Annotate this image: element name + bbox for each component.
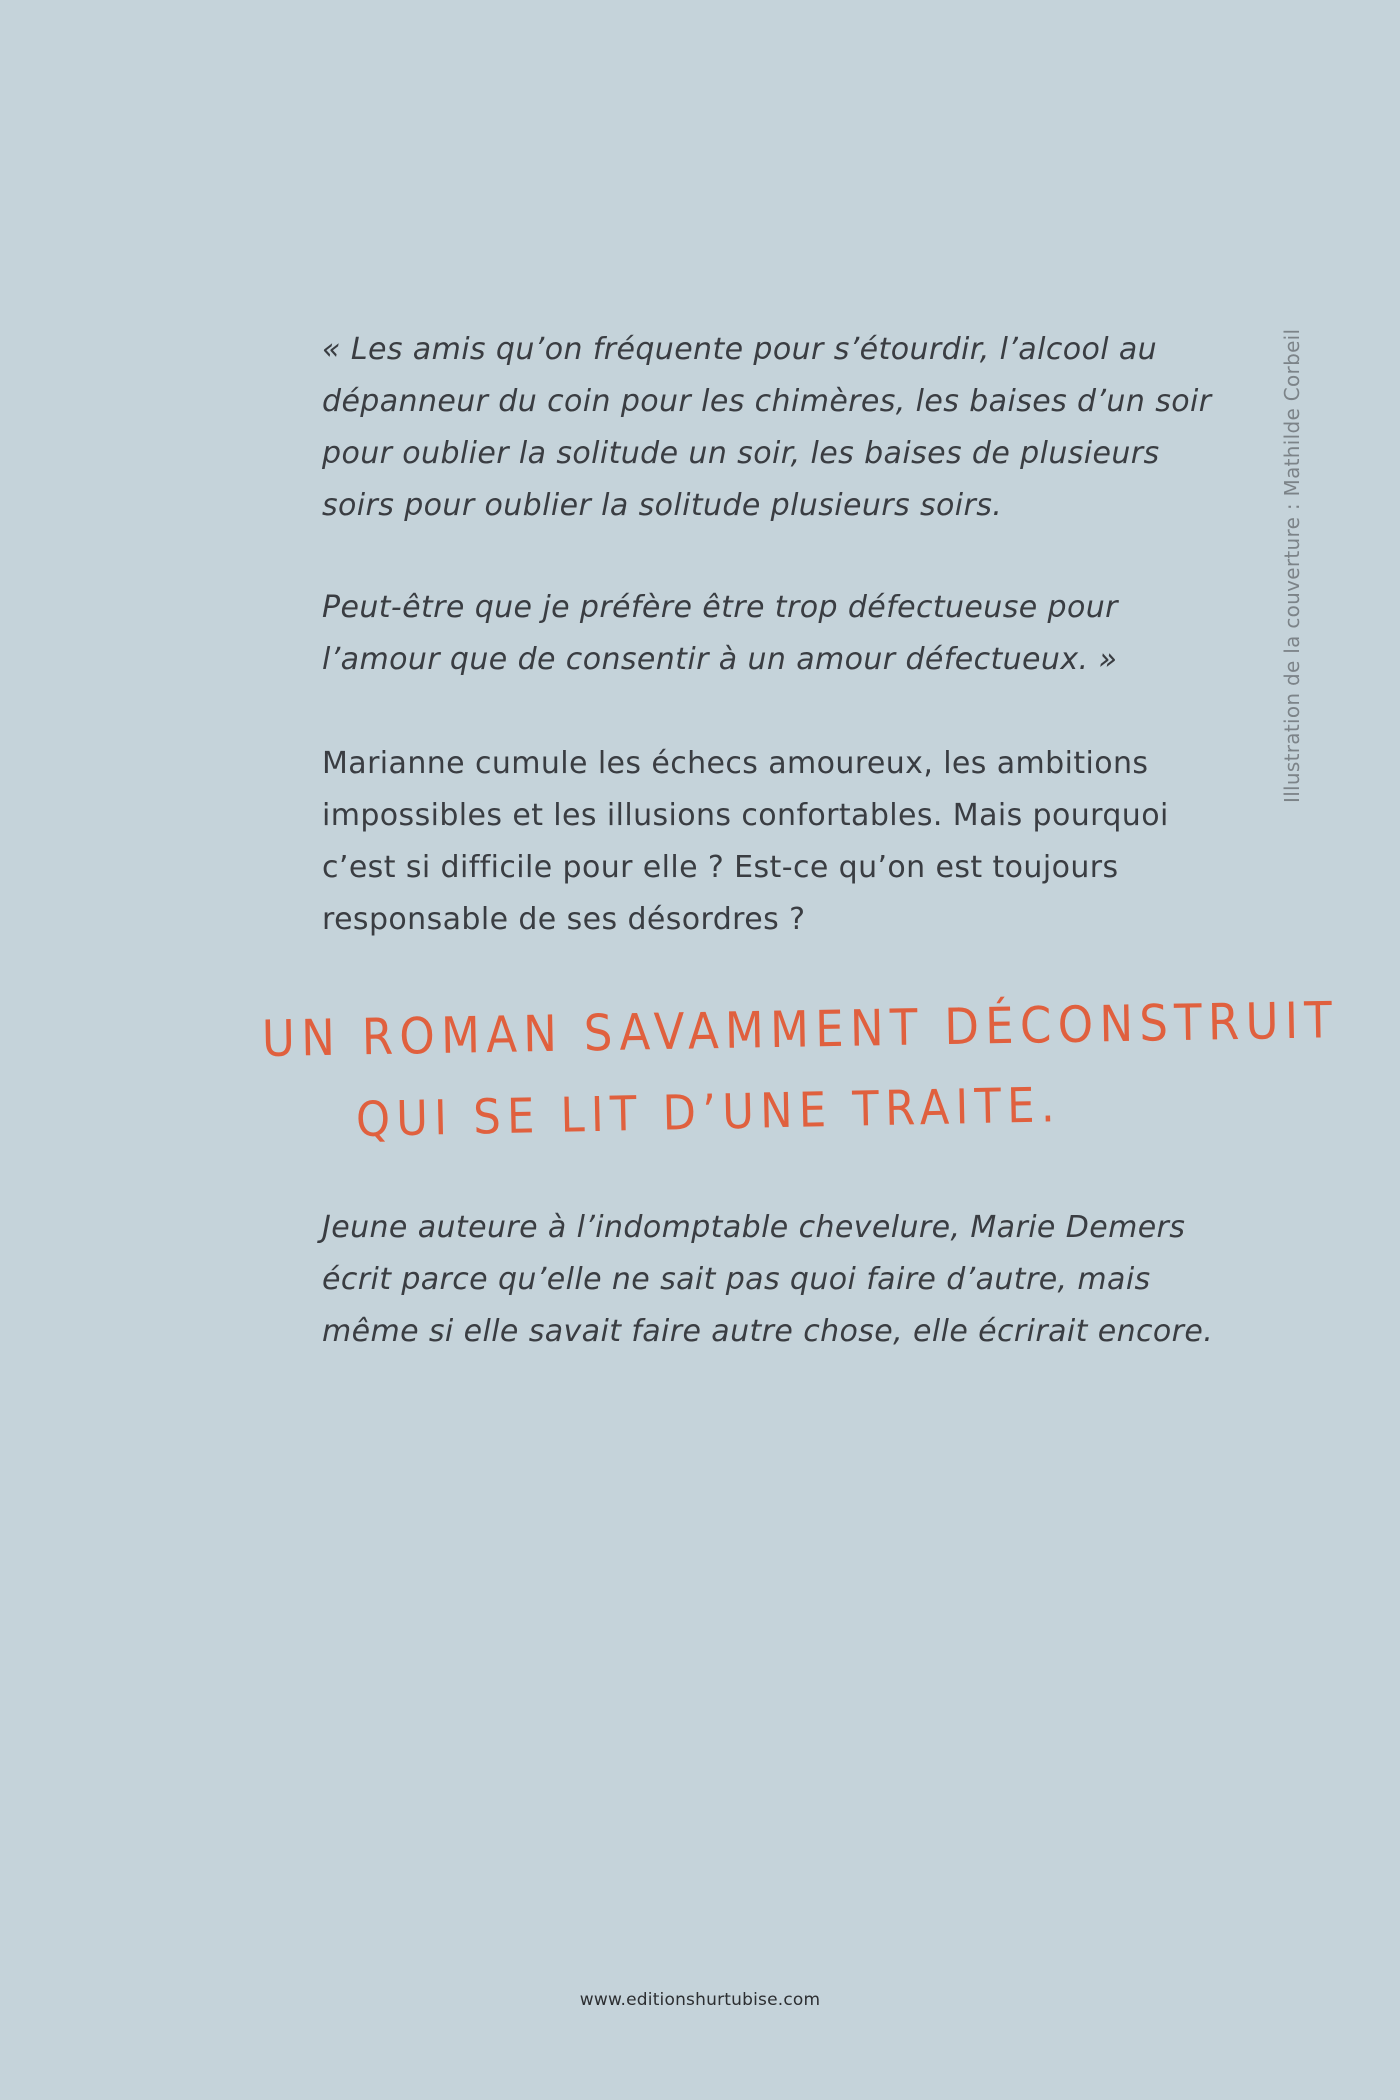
text-line: « Les amis qu’on fréquente pour s’étourdir, l’alcool au	[322, 332, 1158, 367]
text-line: responsable de ses désordres ?	[322, 902, 806, 937]
text-line: même si elle savait faire autre chose, elle écrirait encore.	[322, 1314, 1214, 1349]
text-line: c’est si difficile pour elle ? Est-ce qu’on est toujours	[322, 850, 1119, 885]
text-line: soirs pour oublier la solitude plusieurs soirs.	[322, 488, 1003, 523]
book-summary	[322, 738, 1169, 946]
text-line: l’amour que de consentir à un amour défectueux. »	[322, 642, 1118, 677]
text-line: écrit parce qu’elle ne sait pas quoi faire d’autre, mais	[322, 1262, 1151, 1297]
text-line: dépanneur du coin pour les chimères, les baises d’un soir	[322, 384, 1212, 419]
author-bio	[322, 1202, 1214, 1358]
handwritten-blurb-line-1: UN ROMAN SAVAMMENT DÉCONSTRUIT	[261, 991, 1339, 1068]
back-cover-quote-paragraph-1	[322, 324, 1212, 532]
text-line: Marianne cumule les échecs amoureux, les ambitions	[322, 746, 1149, 781]
text-line: Jeune auteure à l’indomptable chevelure, Marie Demers	[322, 1210, 1186, 1245]
publisher-website: www.editionshurtubise.com	[579, 1990, 821, 2010]
text-line: Peut-être que je préfère être trop défectueuse pour	[322, 590, 1118, 625]
text-line: pour oublier la solitude un soir, les baises de plusieurs	[322, 436, 1160, 471]
handwritten-blurb-line-2: QUI SE LIT D’UNE TRAITE.	[355, 1077, 1062, 1148]
illustration-credit: Illustration de la couverture : Mathilde Corbeil	[1280, 328, 1304, 803]
text-line: impossibles et les illusions confortables. Mais pourquoi	[322, 798, 1169, 833]
back-cover-quote-paragraph-2	[322, 582, 1122, 686]
